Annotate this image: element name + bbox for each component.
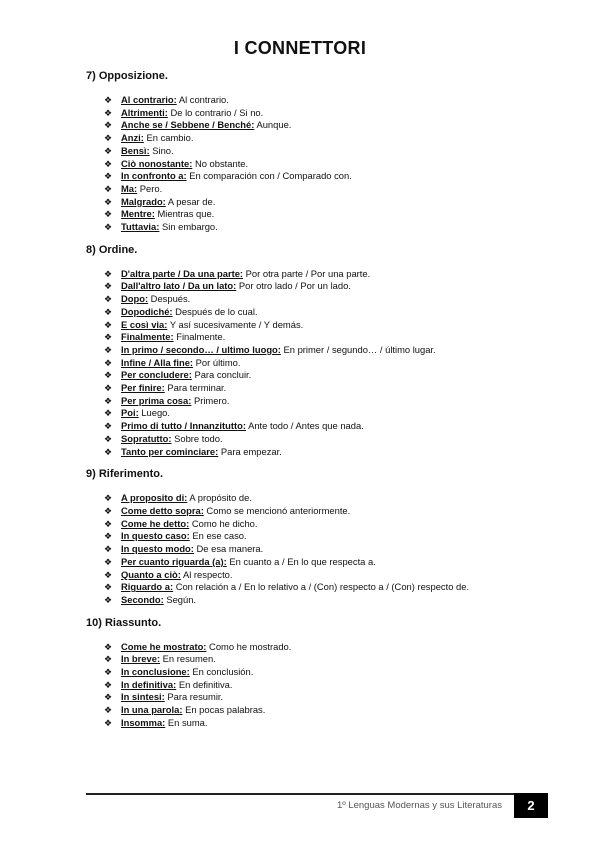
connector-translation: En primer / segundo… / último lugar.	[280, 343, 436, 355]
connector-list	[86, 94, 560, 234]
diamond-bullet-icon: ❖	[104, 544, 113, 555]
connector-term: In definitiva:	[121, 678, 177, 690]
connector-term: Ciò nonostante:	[121, 157, 193, 169]
connector-translation: Para empezar.	[218, 445, 282, 457]
diamond-bullet-icon: ❖	[104, 133, 113, 144]
diamond-bullet-icon: ❖	[104, 569, 113, 580]
list-item	[104, 208, 560, 221]
list-item	[104, 306, 560, 319]
list-item	[104, 145, 560, 158]
footer-course-label: 1º Lenguas Modernas y sus Literaturas	[336, 800, 502, 811]
diamond-bullet-icon: ❖	[104, 692, 113, 703]
list-item	[104, 319, 560, 332]
list-item	[104, 196, 560, 209]
diamond-bullet-icon: ❖	[104, 95, 113, 105]
list-item	[104, 268, 560, 281]
connector-translation: Al respecto.	[180, 568, 233, 580]
connector-translation: A pesar de.	[165, 195, 216, 207]
connector-term: Dall'altro lato / Da un lato:	[121, 280, 237, 292]
connector-term: Per cuanto riguarda (a):	[121, 555, 227, 567]
connector-term: Altrimenti:	[121, 106, 168, 118]
connector-term: Insomma:	[121, 716, 166, 728]
connector-term: Per finire:	[121, 382, 165, 394]
connector-term: Dopo:	[121, 293, 149, 305]
diamond-bullet-icon: ❖	[104, 654, 113, 665]
list-item	[104, 132, 560, 145]
diamond-bullet-icon: ❖	[104, 594, 113, 605]
connector-term: Quanto a ciò:	[121, 568, 181, 580]
list-item	[104, 107, 560, 120]
connector-term: In sintesi:	[121, 691, 165, 703]
list-item	[104, 221, 560, 234]
connector-term: A proposito di:	[121, 492, 188, 504]
connector-term: D'altra parte / Da una parte:	[121, 267, 244, 279]
connector-term: Sopratutto:	[121, 432, 172, 444]
connector-term: Bensì:	[121, 144, 150, 156]
connector-term: E così via:	[121, 318, 168, 330]
connector-term: Anche se / Sebbene / Benché:	[121, 119, 255, 131]
diamond-bullet-icon: ❖	[104, 408, 113, 419]
list-item	[104, 569, 560, 582]
connector-term: In questo modo:	[121, 543, 194, 555]
list-item	[104, 530, 560, 543]
diamond-bullet-icon: ❖	[104, 344, 113, 355]
connector-term: In questo caso:	[121, 530, 190, 542]
list-item	[104, 446, 560, 459]
list-item	[104, 158, 560, 171]
connector-translation: Pero.	[137, 182, 163, 194]
connector-translation: Para resumir.	[164, 691, 224, 703]
connector-list	[86, 641, 560, 730]
list-item	[104, 666, 560, 679]
connector-translation: Con relación a / En lo relativo a / (Con) respecto a / (Con) respecto de.	[173, 581, 470, 593]
list-item	[104, 653, 560, 666]
diamond-bullet-icon: ❖	[104, 421, 113, 432]
list-item	[104, 420, 560, 433]
diamond-bullet-icon: ❖	[104, 145, 113, 156]
diamond-bullet-icon: ❖	[104, 556, 113, 567]
diamond-bullet-icon: ❖	[104, 332, 113, 343]
connector-translation: Finalmente.	[173, 331, 226, 343]
diamond-bullet-icon: ❖	[104, 158, 113, 169]
connector-translation: En comparación con / Comparado con.	[186, 170, 352, 182]
connector-translation: Aunque.	[254, 119, 292, 131]
diamond-bullet-icon: ❖	[104, 383, 113, 394]
connector-translation: En conclusión.	[189, 666, 254, 678]
list-item	[104, 492, 560, 505]
diamond-bullet-icon: ❖	[104, 222, 113, 233]
connector-term: Come he mostrato:	[121, 640, 207, 652]
diamond-bullet-icon: ❖	[104, 641, 113, 652]
list-item	[104, 717, 560, 730]
footer-divider	[86, 793, 514, 795]
diamond-bullet-icon: ❖	[104, 582, 113, 593]
diamond-bullet-icon: ❖	[104, 357, 113, 368]
diamond-bullet-icon: ❖	[104, 505, 113, 516]
list-item	[104, 395, 560, 408]
diamond-bullet-icon: ❖	[104, 171, 113, 182]
connector-translation: Mientras que.	[154, 208, 215, 220]
connector-translation: Por otra parte / Por una parte.	[243, 267, 371, 279]
connector-translation: En pocas palabras.	[182, 704, 266, 716]
list-item	[104, 357, 560, 370]
connector-translation: Por último.	[193, 356, 241, 368]
list-item	[104, 679, 560, 692]
diamond-bullet-icon: ❖	[104, 107, 113, 118]
connector-translation: Y así sucesivamente / Y demás.	[167, 318, 304, 330]
connector-translation: Sobre todo.	[171, 432, 223, 444]
list-item	[104, 119, 560, 132]
list-item	[104, 505, 560, 518]
diamond-bullet-icon: ❖	[104, 717, 113, 728]
connector-translation: Sino.	[149, 144, 174, 156]
connector-list	[86, 268, 560, 459]
list-item	[104, 331, 560, 344]
connector-term: In confronto a:	[121, 170, 187, 182]
sections-container	[86, 70, 560, 740]
section-heading: 10) Riassunto.	[86, 616, 162, 629]
diamond-bullet-icon: ❖	[104, 120, 113, 131]
diamond-bullet-icon: ❖	[104, 395, 113, 406]
connector-term: Tuttavia:	[121, 221, 160, 233]
diamond-bullet-icon: ❖	[104, 518, 113, 529]
connector-translation: Para concluir.	[191, 369, 252, 381]
diamond-bullet-icon: ❖	[104, 306, 113, 317]
diamond-bullet-icon: ❖	[104, 183, 113, 194]
connector-translation: Al contrario.	[176, 94, 229, 105]
diamond-bullet-icon: ❖	[104, 705, 113, 716]
connector-translation: En definitiva.	[176, 678, 233, 690]
connector-term: Anzi:	[121, 132, 144, 144]
diamond-bullet-icon: ❖	[104, 294, 113, 305]
list-item	[104, 170, 560, 183]
diamond-bullet-icon: ❖	[104, 446, 113, 457]
list-item	[104, 704, 560, 717]
connector-translation: Según.	[163, 593, 197, 605]
diamond-bullet-icon: ❖	[104, 319, 113, 330]
connector-translation: En cuanto a / En lo que respecta a.	[226, 555, 376, 567]
diamond-bullet-icon: ❖	[104, 493, 113, 504]
list-item	[104, 407, 560, 420]
list-item	[104, 518, 560, 531]
connector-translation: Después.	[148, 293, 191, 305]
connector-translation: Como se mencionó anteriormente.	[203, 504, 351, 516]
list-item	[104, 293, 560, 306]
list-item	[104, 183, 560, 196]
list-item	[104, 280, 560, 293]
connector-translation: De lo contrario / Si no.	[167, 106, 264, 118]
connector-translation: No obstante.	[192, 157, 249, 169]
connector-translation: De esa manera.	[193, 543, 264, 555]
connector-translation: Sin embargo.	[159, 221, 218, 233]
connector-translation: Como he dicho.	[189, 517, 258, 529]
connector-term: Poi:	[121, 407, 139, 419]
connector-translation: En cambio.	[143, 132, 194, 144]
list-item	[104, 433, 560, 446]
connector-translation: Primero.	[191, 394, 230, 406]
section-heading: 7) Opposizione.	[86, 70, 168, 82]
connector-translation: A propósito de.	[187, 492, 252, 504]
connector-term: Mentre:	[121, 208, 155, 220]
page-number-badge: 2	[514, 793, 548, 818]
connector-translation: Para terminar.	[164, 382, 227, 394]
connector-term: Come he detto:	[121, 517, 190, 529]
connector-term: Primo di tutto / Innanzitutto:	[121, 420, 246, 432]
connector-term: In primo / secondo… / ultimo luogo:	[121, 343, 281, 355]
connector-translation: Como he mostrado.	[206, 640, 292, 652]
list-item	[104, 691, 560, 704]
list-item	[104, 641, 560, 654]
section-heading: 8) Ordine.	[86, 243, 138, 256]
diamond-bullet-icon: ❖	[104, 268, 113, 279]
list-item	[104, 369, 560, 382]
diamond-bullet-icon: ❖	[104, 433, 113, 444]
diamond-bullet-icon: ❖	[104, 667, 113, 678]
connector-term: Per concludere:	[121, 369, 192, 381]
list-item	[104, 594, 560, 607]
connector-translation: En resumen.	[160, 653, 216, 665]
diamond-bullet-icon: ❖	[104, 679, 113, 690]
connector-translation: En suma.	[165, 716, 208, 728]
connector-term: Tanto per cominciare:	[121, 445, 219, 457]
connector-translation: Ante todo / Antes que nada.	[245, 420, 364, 432]
section-heading: 9) Riferimento.	[86, 468, 164, 481]
list-item	[104, 581, 560, 594]
connector-term: Finalmente:	[121, 331, 174, 343]
connector-term: In conclusione:	[121, 666, 190, 678]
connector-term: Secondo:	[121, 593, 164, 605]
connector-term: Al contrario:	[121, 94, 177, 105]
connector-translation: Por otro lado / Por un lado.	[236, 280, 351, 292]
connector-term: Infine / Alla fine:	[121, 356, 194, 368]
connector-term: Malgrado:	[121, 195, 166, 207]
diamond-bullet-icon: ❖	[104, 531, 113, 542]
connector-translation: En ese caso.	[189, 530, 247, 542]
list-item	[104, 344, 560, 357]
connector-list	[86, 492, 560, 606]
diamond-bullet-icon: ❖	[104, 281, 113, 292]
connector-term: Per prima cosa:	[121, 394, 192, 406]
connector-translation: Después de lo cual.	[172, 305, 258, 317]
list-item	[104, 94, 560, 107]
connector-term: In breve:	[121, 653, 161, 665]
diamond-bullet-icon: ❖	[104, 209, 113, 220]
list-item	[104, 556, 560, 569]
page-title: I CONNETTORI	[233, 38, 367, 58]
connector-term: Riguardo a:	[121, 581, 174, 593]
list-item	[104, 543, 560, 556]
list-item	[104, 382, 560, 395]
connector-translation: Luego.	[138, 407, 170, 419]
connector-term: Dopodiché:	[121, 305, 173, 317]
connector-term: Ma:	[121, 182, 138, 194]
connector-term: Come detto sopra:	[121, 504, 204, 516]
diamond-bullet-icon: ❖	[104, 370, 113, 381]
connector-term: In una parola:	[121, 704, 183, 716]
diamond-bullet-icon: ❖	[104, 196, 113, 207]
